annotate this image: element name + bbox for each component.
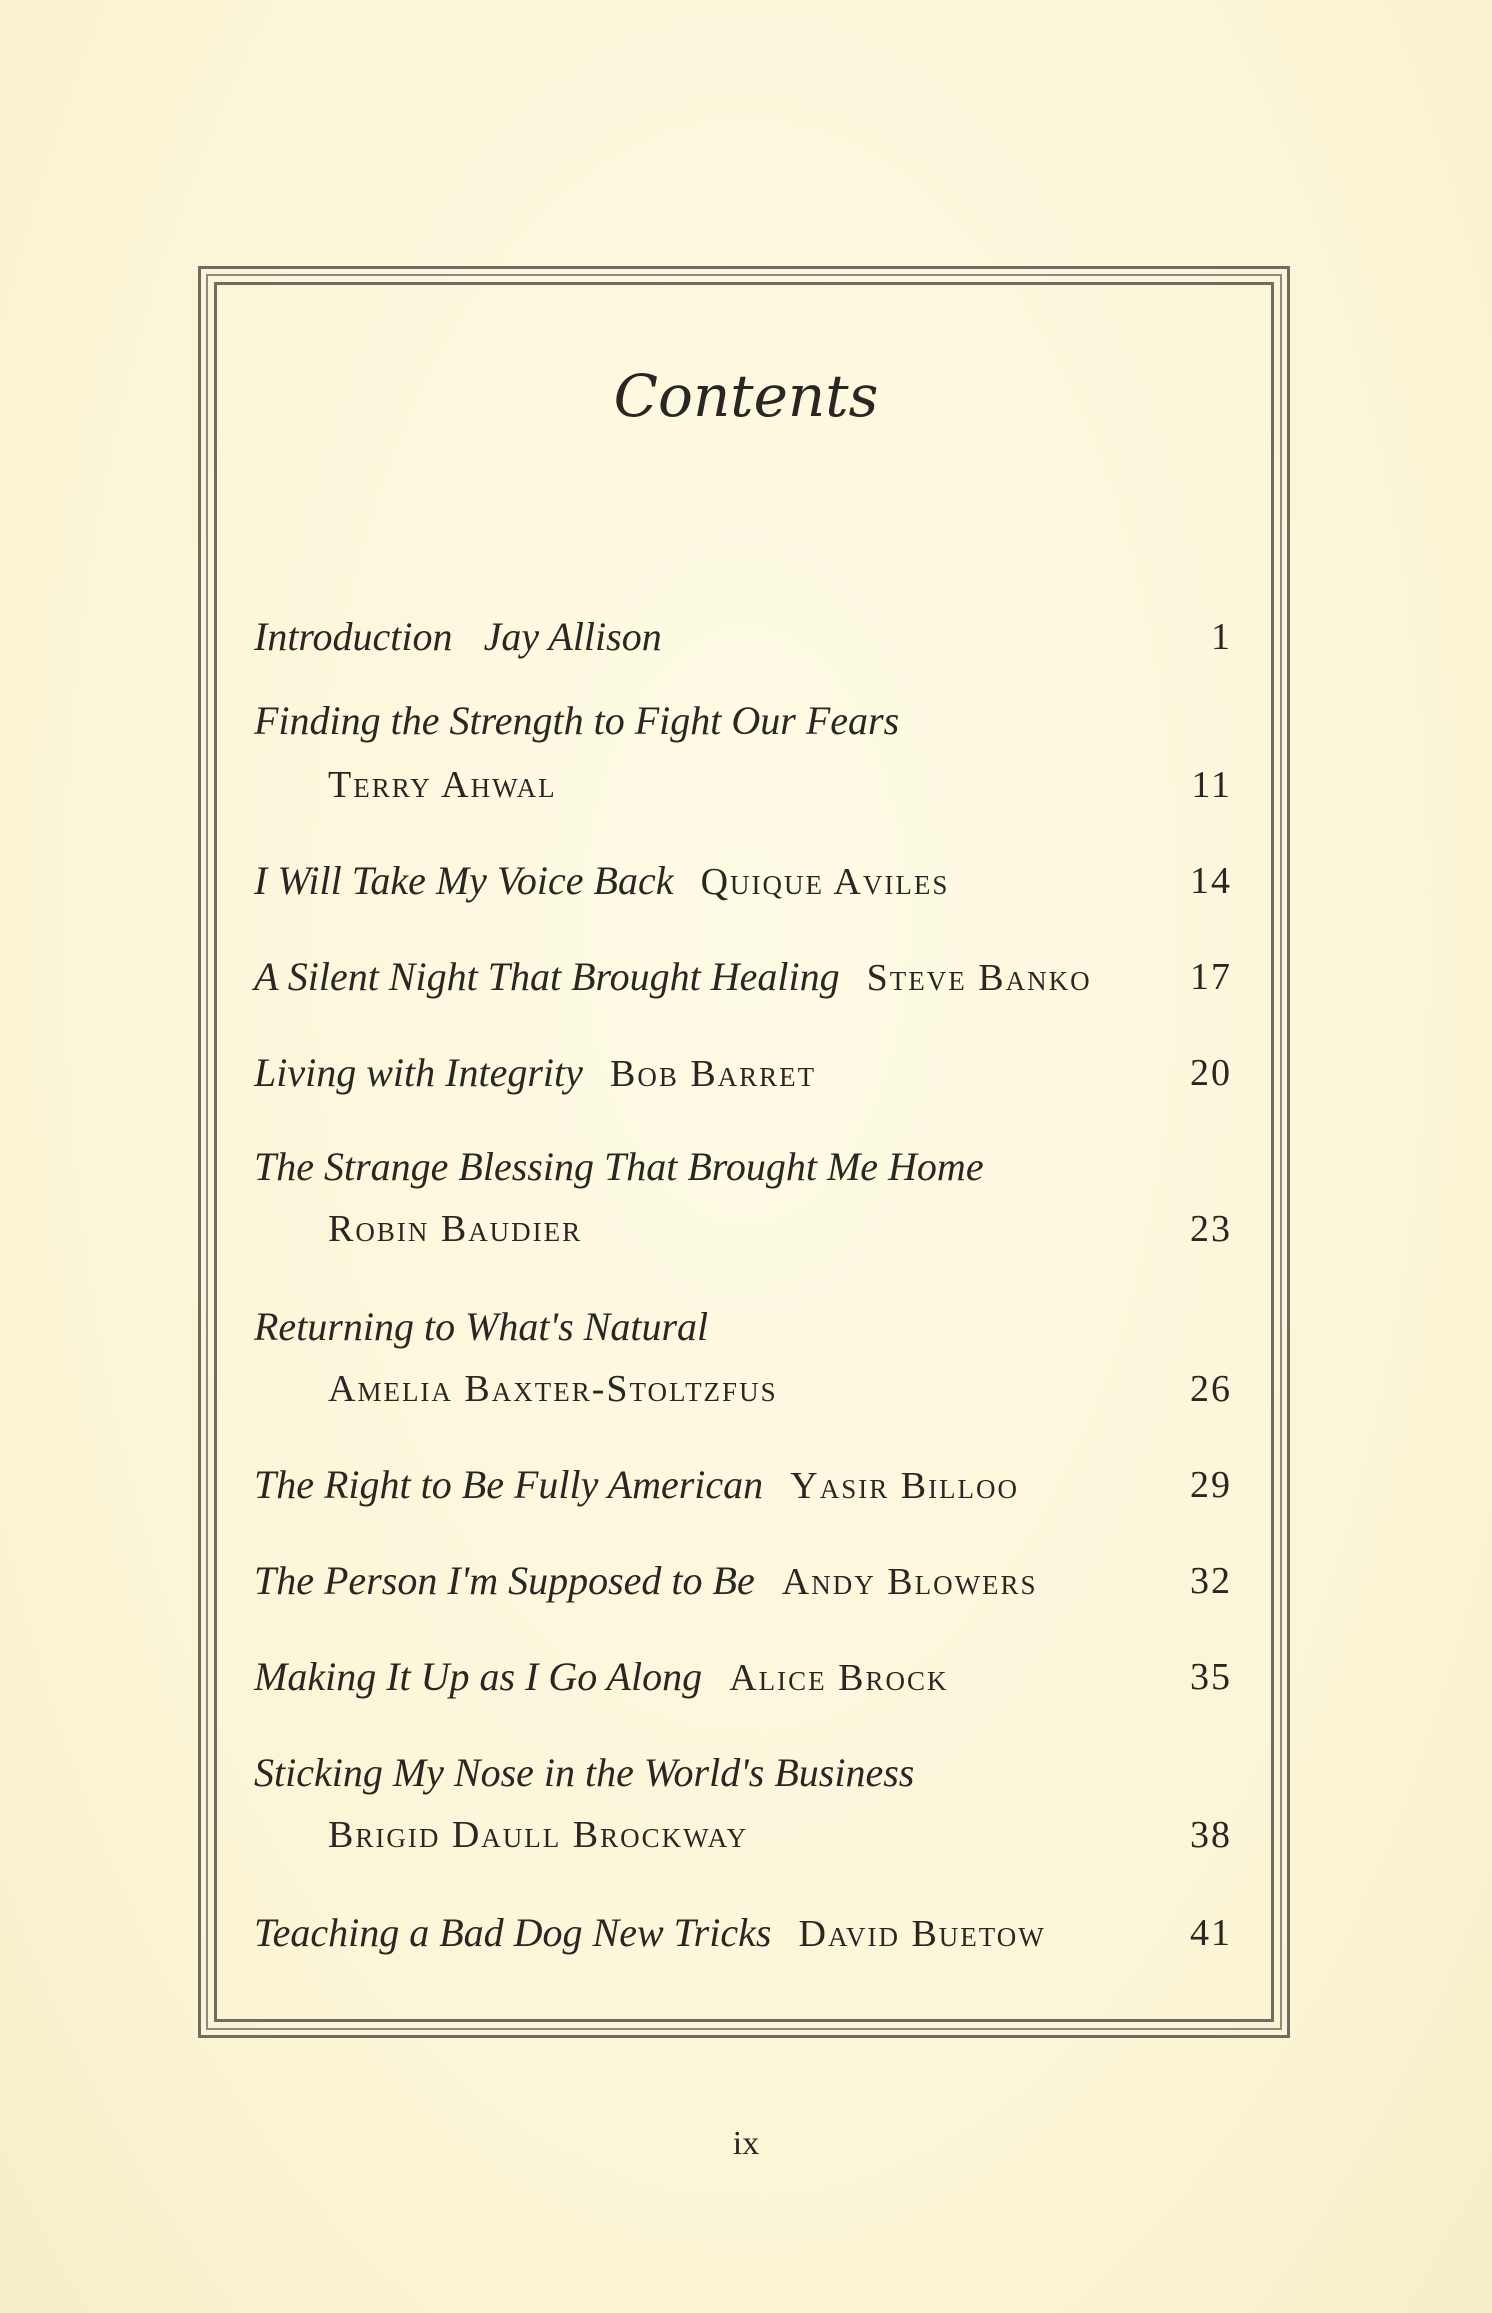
toc-entry-line xyxy=(254,690,1232,752)
toc-entry-page: 29 xyxy=(1190,1464,1232,1506)
toc-entry-line xyxy=(254,1902,1232,1964)
toc-entry-line xyxy=(254,1742,1232,1804)
toc-entry-title: I Will Take My Voice Back xyxy=(254,858,674,903)
toc-entry-title: Sticking My Nose in the World's Business xyxy=(254,1750,915,1795)
toc-entry-author: Jay Allison xyxy=(483,614,662,659)
toc-entry-line xyxy=(254,1198,1232,1260)
toc-entry-line xyxy=(254,1358,1232,1420)
toc-entry-author: Amelia Baxter-Stoltzfus xyxy=(328,1368,778,1410)
toc-entry-page: 17 xyxy=(1190,956,1232,998)
toc-entry-line xyxy=(254,1804,1232,1866)
toc-entry-author: Robin Baudier xyxy=(328,1208,583,1250)
toc-entry-author: Bob Barret xyxy=(609,1053,817,1095)
toc-entry-title: Living with Integrity xyxy=(254,1050,583,1095)
toc-entry-page: 41 xyxy=(1190,1912,1232,1954)
toc-entry-title: Introduction xyxy=(254,614,453,659)
toc-entry-page: 32 xyxy=(1190,1560,1232,1602)
page-number: ix xyxy=(732,2125,760,2162)
toc-entry-title: Finding the Strength to Fight Our Fears xyxy=(254,698,900,743)
toc-entry-page: 26 xyxy=(1190,1368,1232,1410)
toc-entry-line xyxy=(254,1550,1232,1612)
toc-entry-page: 35 xyxy=(1190,1656,1232,1698)
toc-entry xyxy=(254,1902,1232,1964)
toc-entry xyxy=(254,1742,1232,1866)
toc-entry-title: The Person I'm Supposed to Be xyxy=(254,1558,755,1603)
toc-entry-line xyxy=(254,1042,1232,1104)
toc-entry-title: The Strange Blessing That Brought Me Home xyxy=(254,1144,984,1189)
toc-entry-author: Steve Banko xyxy=(866,957,1092,999)
toc-entry xyxy=(254,1296,1232,1420)
toc-entry-author: Terry Ahwal xyxy=(328,764,557,806)
toc-entry-line xyxy=(254,606,1232,668)
toc-entry-author: Alice Brock xyxy=(729,1657,949,1699)
toc-entry xyxy=(254,946,1232,1008)
toc-entry-author: Quique Aviles xyxy=(700,861,950,903)
toc-entry-page: 23 xyxy=(1190,1208,1232,1250)
toc-entry xyxy=(254,1136,1232,1260)
toc-entry-line xyxy=(254,1296,1232,1358)
toc-entry-page: 20 xyxy=(1190,1052,1232,1094)
toc-entry-title: Making It Up as I Go Along xyxy=(254,1654,703,1699)
toc-entry-author: Yasir Billoo xyxy=(790,1465,1020,1507)
toc-entry-page: 14 xyxy=(1190,860,1232,902)
contents-heading: Contents xyxy=(613,362,879,430)
toc-entry xyxy=(254,850,1232,912)
toc-entry-page: 11 xyxy=(1191,764,1232,806)
toc-entry xyxy=(254,690,1232,816)
toc-entry-page: 1 xyxy=(1211,616,1232,658)
toc-entry xyxy=(254,606,1232,668)
toc-entry-title: Teaching a Bad Dog New Tricks xyxy=(254,1910,772,1955)
toc-entry-line xyxy=(254,1646,1232,1708)
toc-entry-title: A Silent Night That Brought Healing xyxy=(254,954,840,999)
toc-entry xyxy=(254,1646,1232,1708)
toc-entry-title: The Right to Be Fully American xyxy=(254,1462,764,1507)
toc-entry-page: 38 xyxy=(1190,1814,1232,1856)
toc-entry-author: Brigid Daull Brockway xyxy=(328,1814,749,1856)
toc-entry xyxy=(254,1454,1232,1516)
toc-entry-line xyxy=(254,1454,1232,1516)
toc-entry-line xyxy=(254,946,1232,1008)
toc-entry xyxy=(254,1042,1232,1104)
toc-entry-title: Returning to What's Natural xyxy=(254,1304,709,1349)
toc-entry-author: David Buetow xyxy=(798,1913,1046,1955)
toc-entry-line xyxy=(254,850,1232,912)
toc-entry-line xyxy=(254,1136,1232,1198)
toc-entry-line xyxy=(254,754,1232,816)
toc-entry-author: Andy Blowers xyxy=(781,1561,1038,1603)
toc-entry xyxy=(254,1550,1232,1612)
